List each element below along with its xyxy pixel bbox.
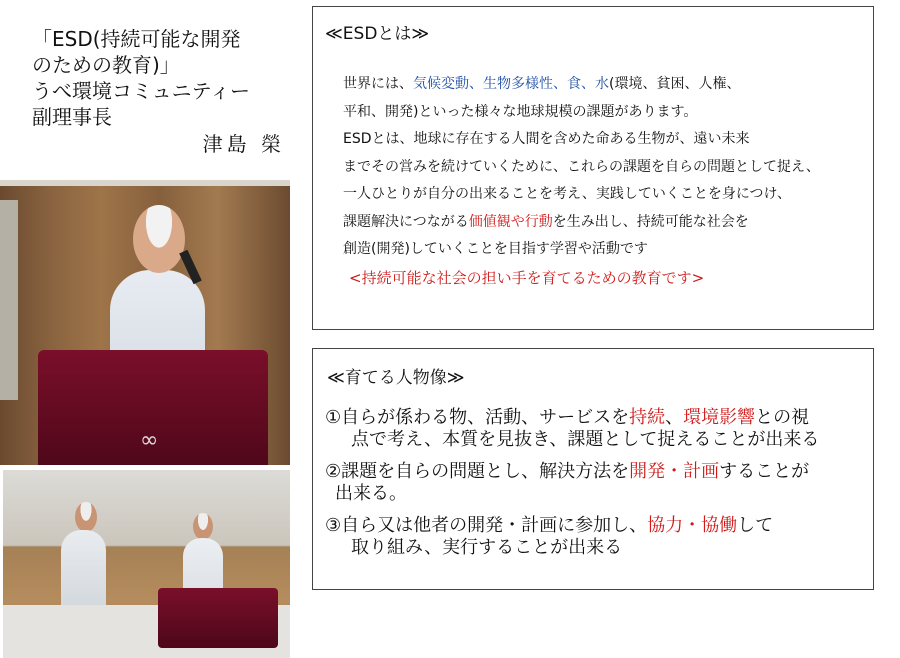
item-2-line-1	[325, 461, 870, 483]
text: との視	[755, 407, 810, 428]
esd-tagline: <持続可能な社会の担い手を育てるための教育です>	[349, 268, 705, 287]
esd-box-title: ≪ESDとは≫	[325, 24, 430, 44]
esd-line-5: 一人ひとりが自分の出来ることを考え、実践していくことを身につけ、	[343, 186, 791, 202]
text: ①自らが係わる物、活動、サービスを	[325, 407, 630, 428]
esd-line-2: 平和、開発)といった様々な地球規模の課題があります。	[343, 103, 698, 120]
esd-line-1	[343, 71, 868, 99]
laptop	[158, 588, 278, 648]
text: を生み出し、持続可能な社会を	[552, 213, 749, 230]
highlight-text: 開発・計画	[629, 461, 720, 482]
esd-line-7: 創造(開発)していくことを目指す学習や活動です	[343, 241, 648, 257]
esd-line-3: ESDとは、地球に存在する人間を含めた命ある生物が、遠い未来	[343, 131, 750, 147]
highlight-text: 価値観や行動	[468, 213, 553, 230]
item-3-line-1	[325, 515, 870, 537]
list-item	[325, 407, 870, 451]
text: 、	[665, 407, 684, 428]
title-line-2: のための教育)」	[32, 53, 180, 77]
item-2-line-2: 出来る。	[335, 483, 407, 504]
people-box-title: ≪育てる人物像≫	[327, 368, 465, 388]
title-line-3: うべ環境コミュニティー	[32, 79, 250, 103]
text: ②課題を自らの問題とし、解決方法を	[325, 461, 630, 482]
photo-shelf	[0, 200, 18, 400]
highlight-text: 気候変動、生物多様性、食、水	[413, 76, 609, 92]
highlight-text: 持続	[629, 407, 666, 428]
item-1-line-2: 点で考え、本質を見抜き、課題として捉えることが出来る	[351, 429, 820, 450]
list-item	[325, 515, 870, 559]
text: することが	[719, 461, 810, 482]
text: (環境、貧困、人権、	[609, 76, 741, 92]
speaker-name: 津島 榮	[202, 132, 285, 156]
ideal-person-box	[312, 348, 874, 590]
item-1-line-1	[325, 407, 870, 429]
presenter-2-head	[193, 513, 213, 540]
text: ③自ら又は他者の開発・計画に参加し、	[325, 515, 648, 536]
speaker-photo	[0, 180, 290, 465]
presenter-1-head	[75, 502, 97, 532]
esd-line-4: までその営みを続けていくために、これらの課題を自らの問題として捉え、	[343, 158, 820, 175]
title-line-1: 「ESD(持続可能な開発	[32, 27, 241, 51]
laptop-logo-icon: ∞	[140, 428, 159, 453]
highlight-text: 環境影響	[683, 407, 756, 428]
text: 課題解決につながる	[343, 213, 469, 230]
esd-paragraph	[343, 71, 868, 292]
highlight-text: 協力・協働	[647, 515, 738, 536]
ideal-person-list	[325, 407, 870, 569]
speaker-title	[32, 26, 285, 158]
esd-line-6	[343, 209, 868, 237]
title-line-4: 副理事長	[32, 105, 112, 129]
item-3-line-2: 取り組み、実行することが出来る	[351, 537, 623, 558]
esd-definition-box	[312, 6, 874, 330]
speaker-head	[133, 205, 185, 273]
presenters-photo	[3, 470, 290, 658]
list-item	[325, 461, 870, 505]
text: 世界には、	[343, 76, 413, 92]
photo-wall-trim	[0, 180, 290, 186]
text: して	[737, 515, 774, 536]
